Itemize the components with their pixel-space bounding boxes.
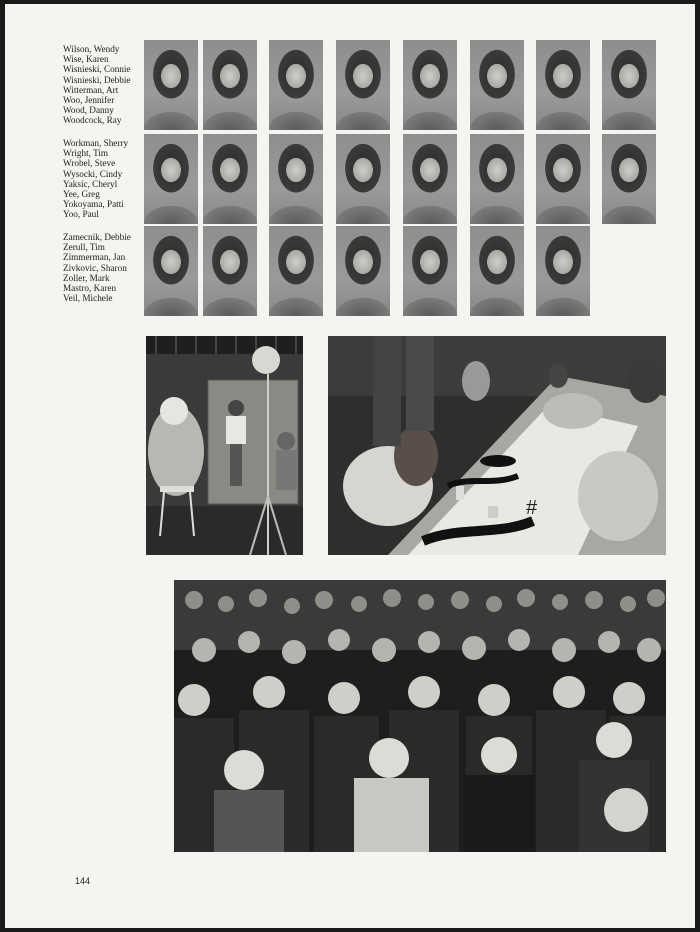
name: Wisnieski, Debbie <box>63 74 131 85</box>
name: Wilson, Wendy <box>63 44 120 54</box>
portrait-photo <box>144 40 198 130</box>
name: Wise, Karen <box>63 54 109 65</box>
portrait-photo <box>470 40 524 130</box>
portrait-photo <box>203 40 257 130</box>
name: Zamecnik, Debbie <box>63 232 131 242</box>
name: Workman, Sherry <box>63 138 129 148</box>
name-list-row-3 <box>63 232 153 303</box>
portrait-photo <box>602 134 656 224</box>
name: Wysocki, Cindy <box>63 168 123 179</box>
name: Wright, Tim <box>63 148 109 159</box>
portrait-photo <box>203 134 257 224</box>
name-list-row-1 <box>63 44 153 126</box>
yearbook-page <box>5 4 695 928</box>
name: Woodcock, Ray <box>63 115 122 126</box>
portrait-photo <box>536 40 590 130</box>
photo-pep-rally-crowd-image <box>174 580 666 852</box>
portrait-photo <box>403 134 457 224</box>
portrait-photo <box>336 40 390 130</box>
page-number: 144 <box>75 876 91 886</box>
portrait-photo <box>536 134 590 224</box>
name: Yokoyama, Patti <box>63 199 124 210</box>
photo-banner-painting <box>328 336 666 555</box>
photo-studio-session-image <box>146 336 303 555</box>
name: Witterman, Art <box>63 84 119 95</box>
portrait-photo <box>336 134 390 224</box>
name: Wood, Danny <box>63 105 114 116</box>
name: Mastro, Karen <box>63 283 117 294</box>
name: Zerull, Tim <box>63 242 105 253</box>
name: Veil, Michele <box>63 293 113 304</box>
portrait-photo <box>269 134 323 224</box>
portrait-photo <box>470 134 524 224</box>
portrait-photo <box>403 40 457 130</box>
name: Woo, Jennifer <box>63 95 115 106</box>
name: Yoo, Paul <box>63 209 99 220</box>
name: Zimmerman, Jan <box>63 252 126 263</box>
name: Yaksic, Cheryl <box>63 178 118 189</box>
name: Yee, Greg <box>63 189 100 200</box>
portrait-photo <box>336 226 390 316</box>
portrait-photo <box>269 226 323 316</box>
name: Wisnieski, Connie <box>63 64 131 75</box>
photo-studio-session <box>146 336 303 555</box>
portrait-photo <box>602 40 656 130</box>
portrait-photo <box>269 40 323 130</box>
portrait-photo <box>470 226 524 316</box>
portrait-photo <box>403 226 457 316</box>
name-list-row-2 <box>63 138 153 220</box>
name: Wrobel, Steve <box>63 158 116 169</box>
portrait-photo <box>144 226 198 316</box>
portrait-photo <box>144 134 198 224</box>
svg-text:#: # <box>526 497 538 519</box>
name: Zivkovic, Sharon <box>63 262 127 273</box>
name: Zoller, Mark <box>63 272 110 283</box>
photo-pep-rally-crowd <box>174 580 666 852</box>
portrait-photo <box>536 226 590 316</box>
photo-banner-painting-image <box>328 336 666 555</box>
portrait-photo <box>203 226 257 316</box>
